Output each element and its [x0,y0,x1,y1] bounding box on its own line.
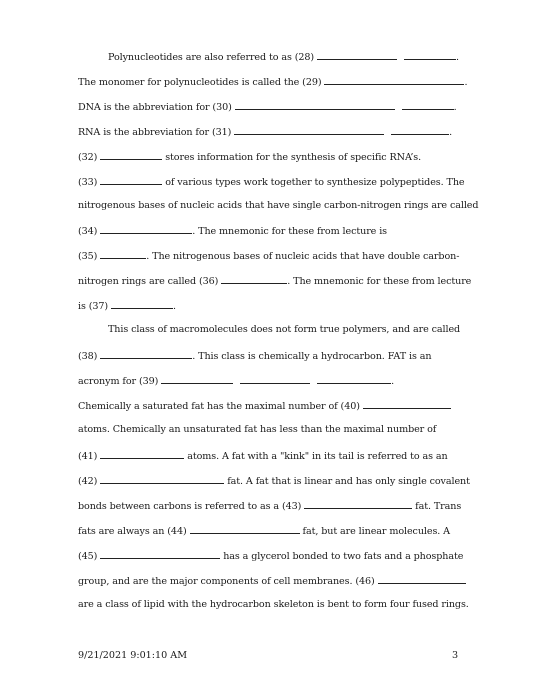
footer-date: 9/21/2021 9:01:10 AM [78,650,188,661]
text-line: (32) stores information for the synthesis of specific RNA’s. [78,152,422,163]
text-line: (33) of various types work together to synthesize polypeptides. The [78,177,465,188]
answer-blank [221,274,287,284]
answer-blank [234,125,384,135]
text-line: The monomer for polynucleotides is called the (29) . [78,77,468,88]
text-line: (38) . This class is chemically a hydrocarbon. FAT is an [78,351,432,362]
text-line: fats are always an (44) fat, but are linear molecules. A [78,526,450,537]
answer-blank [100,549,220,559]
answer-blank [317,374,391,384]
text-line: atoms. Chemically an unsaturated fat has less than the maximal number of [78,424,437,435]
answer-blank [404,50,456,60]
answer-blank [100,449,184,459]
text-line: nitrogen rings are called (36) . The mnemonic for these from lecture [78,276,472,287]
text-line: are a class of lipid with the hydrocarbon skeleton is bent to form four fused rings. [78,599,469,610]
text-line: RNA is the abbreviation for (31) . [78,127,453,138]
text-line: acronym for (39) . [78,376,395,387]
text-line: This class of macromolecules does not form true polymers, and are called [108,324,461,335]
answer-blank [100,150,162,160]
text-line: (34) . The mnemonic for these from lecture is [78,226,387,237]
text-line: nitrogenous bases of nucleic acids that have single carbon-nitrogen rings are called [78,200,479,211]
answer-blank [317,50,397,60]
answer-blank [363,399,451,409]
text-line: (42) fat. A fat that is linear and has only single covalent [78,476,470,487]
answer-blank [235,100,395,110]
text-line: bonds between carbons is referred to as a (43) fat. Trans [78,501,462,512]
answer-blank [100,474,224,484]
text-line: Polynucleotides are also referred to as (28) . [108,52,459,63]
answer-blank [378,574,466,584]
answer-blank [391,125,449,135]
answer-blank [111,299,173,309]
text-line: (41) atoms. A fat with a "kink" in its tail is referred to as an [78,451,448,462]
answer-blank [100,249,146,259]
text-line: (45) has a glycerol bonded to two fats and a phosphate [78,551,464,562]
page-number: 3 [452,650,459,661]
answer-blank [100,175,162,185]
answer-blank [402,100,454,110]
answer-blank [190,524,300,534]
text-line: Chemically a saturated fat has the maximal number of (40) [78,399,462,413]
answer-blank [324,75,464,85]
answer-blank [304,499,412,509]
text-line: DNA is the abbreviation for (30) . [78,102,457,113]
text-line: is (37) . [78,301,176,312]
answer-blank [100,349,192,359]
answer-blank [240,374,310,384]
answer-blank [100,224,192,234]
answer-blank [161,374,233,384]
text-line: group, and are the major components of cell membranes. (46) [78,574,462,588]
text-line: (35) . The nitrogenous bases of nucleic acids that have double carbon- [78,251,460,262]
